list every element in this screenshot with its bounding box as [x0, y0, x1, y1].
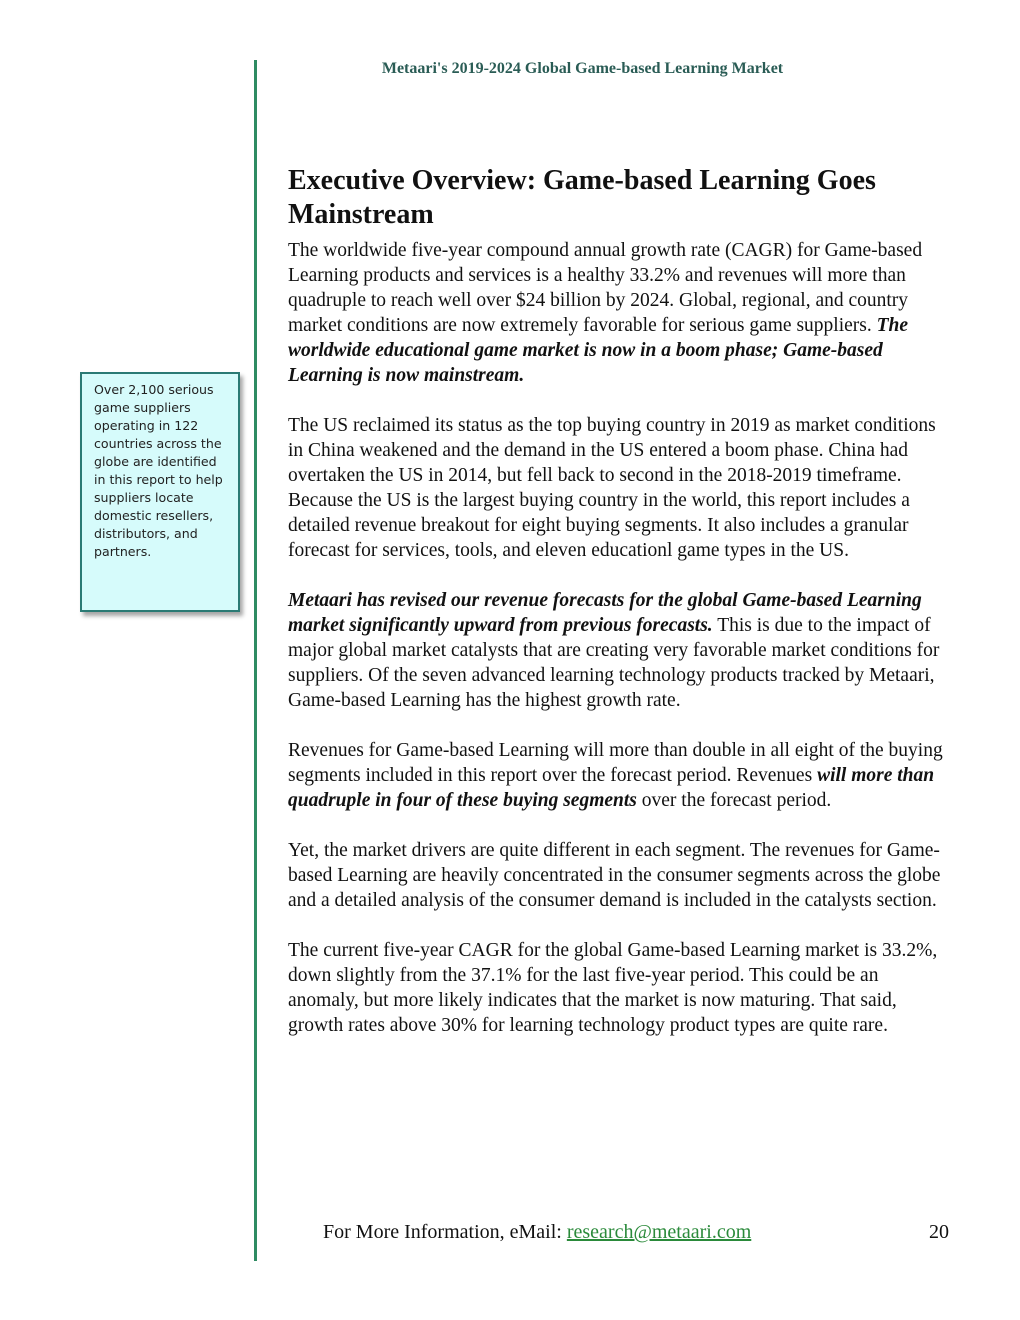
sidebar-callout: Over 2,100 serious game suppliers operating in 122 countries across the globe are identified in this report to help suppliers locate domestic resellers, distributors, and partners. — [80, 372, 240, 612]
page-number: 20 — [929, 1221, 949, 1243]
paragraph-1-text: The worldwide five-year compound annual growth rate (CAGR) for Game-based Learning products and services is a healthy 33.2% and revenues will more than quadruple to reach well over $24 billion by 2024. Global, regional, and country market conditions are now extremely favorable for serious game suppliers. — [288, 240, 923, 336]
footer-email-link[interactable]: research@metaari.com — [566, 1221, 752, 1243]
main-content — [288, 164, 954, 1063]
paragraph-4-emphasis: will more than quadruple in four of these buying segments — [288, 765, 935, 811]
paragraph-4-before: Revenues for Game-based Learning will more than double in all eight of the buying segments included in this report over the forecast period. Revenues — [288, 740, 943, 786]
paragraph-3-text: This is due to the impact of major global market catalysts that are creating very favorable market conditions for suppliers. Of the seven advanced learning technology products tracked by Metaari, Game-based Learning has the highest growth rate. — [288, 615, 940, 711]
paragraph-3 — [288, 588, 954, 713]
paragraph-4 — [288, 738, 954, 813]
paragraph-5: Yet, the market drivers are quite different in each segment. The revenues for Game-based Learning are heavily concentrated in the consumer segments across the globe and a detailed analysis of the consumer demand is included in the catalysts section. — [288, 840, 941, 911]
running-header: Metaari's 2019-2024 Global Game-based Learning Market — [381, 60, 784, 77]
footer-label: For More Information, eMail: — [323, 1221, 567, 1243]
footer — [323, 1221, 751, 1244]
left-vertical-rule — [254, 60, 257, 1261]
paragraph-6: The current five-year CAGR for the global Game-based Learning market is 33.2%, down slightly from the 37.1% for the last five-year period. This could be an anomaly, but more likely indicates that the market is now maturing. That said, growth rates above 30% for learning technology product types are quite rare. — [288, 940, 938, 1036]
paragraph-1-emphasis: The worldwide educational game market is now in a boom phase; Game-based Learning is now mainstream. — [288, 315, 909, 386]
paragraph-1 — [288, 238, 954, 388]
section-heading: Executive Overview: Game-based Learning Goes Mainstream — [288, 165, 876, 230]
paragraph-4-after: over the forecast period. — [636, 790, 832, 811]
paragraph-2: The US reclaimed its status as the top buying country in 2019 as market conditions in China weakened and the demand in the US entered a boom phase. China had overtaken the US in 2014, but fell back to second in the 2018-2019 timeframe. Because the US is the largest buying country in the world, this report includes a detailed revenue breakout for eight buying segments. It also includes a granular forecast for services, tools, and eleven educationl game types in the US. — [288, 415, 936, 561]
paragraph-3-emphasis: Metaari has revised our revenue forecasts for the global Game-based Learning market significantly upward from previous forecasts. — [288, 590, 922, 636]
